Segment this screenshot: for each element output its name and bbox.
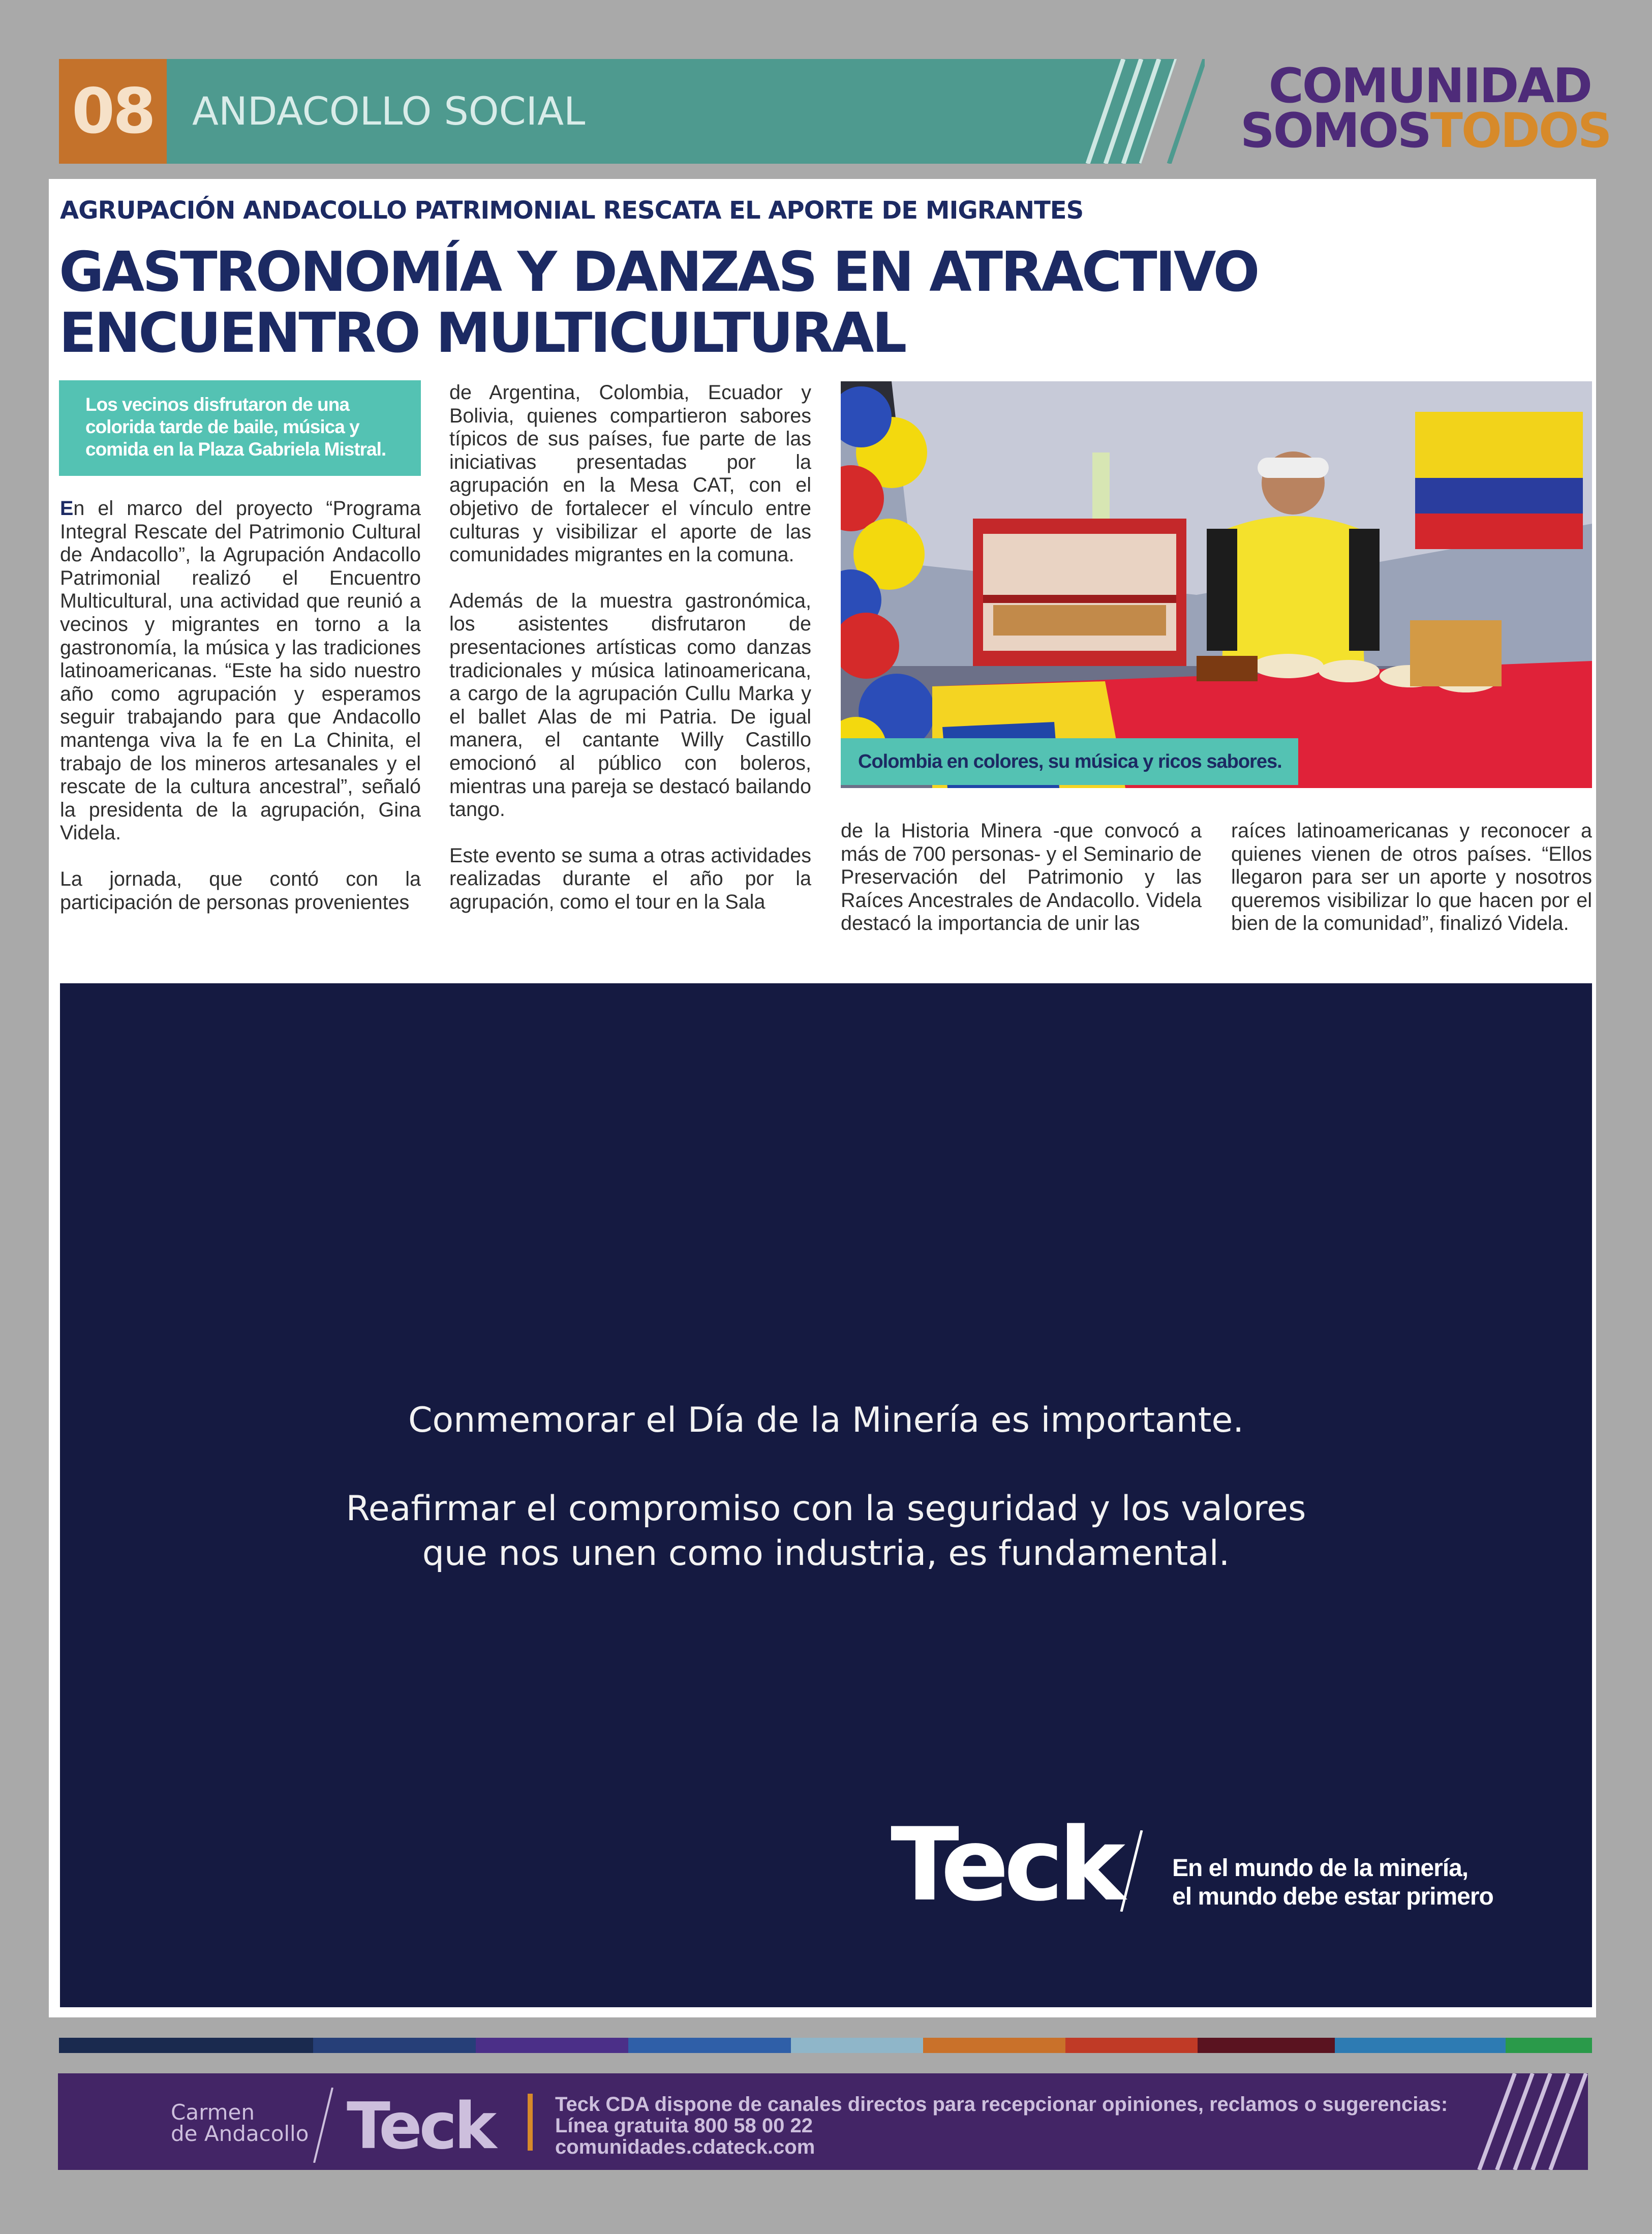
paragraph: de la Historia Minera -que convocó a más de 700 personas- y el Seminario de Preservación del Patrimonio y las Raíces Ancestrales de Andacollo. Videla destacó la importancia de unir las <box>841 820 1202 935</box>
color-stripe-bar <box>59 2038 1592 2053</box>
footer-teck-logo: Teck <box>347 2089 494 2163</box>
footer-place-line-1: Carmen <box>171 2100 255 2125</box>
ad-text-line-1: Conmemorar el Día de la Minería es importante. <box>408 1400 1244 1440</box>
footer-stripes-decoration <box>1474 2073 1591 2170</box>
colombia-flag <box>1415 412 1583 549</box>
footer-info-line-1: Teck CDA dispone de canales directos para recepcionar opiniones, reclamos o sugerencias: <box>555 2093 1448 2116</box>
paragraph: de Argentina, Colombia, Ecuador y Bolivia, quienes compartieron sabores típicos de sus países, fue parte de las iniciativas presentadas por la agrupación en la Mesa CAT, con el objetivo de fortalecer el vínculo entre culturas y visibilizar el aporte de las comunidades migrantes en la comuna. <box>449 381 811 566</box>
footer-place-line-2: de Andacollo <box>171 2121 309 2146</box>
paragraph: La jornada, que contó con la participación de personas provenientes <box>60 867 421 914</box>
ad-tagline-1: En el mundo de la minería, <box>1172 1855 1469 1882</box>
article-column-1 <box>60 497 421 914</box>
ad-text-line-2: Reafirmar el compromiso con la seguridad y los valores <box>346 1489 1306 1529</box>
brand-line-1: COMUNIDAD <box>1268 58 1591 114</box>
footer-place <box>171 2102 309 2145</box>
ad-slash-divider <box>1116 1830 1147 1912</box>
photo-caption: Colombia en colores, su música y ricos sabores. <box>841 738 1298 785</box>
brand-line-2 <box>1240 103 1611 159</box>
ad-text-line-3: que nos unen como industria, es fundamental. <box>422 1533 1230 1574</box>
drop-cap: E <box>60 497 74 520</box>
ad-teck-logo: Teck <box>891 1806 1121 1923</box>
brand-word-todos: TODOS <box>1430 103 1611 159</box>
lead-box: Los vecinos disfrutaron de una colorida tarde de baile, música y comida en la Plaza Gabriela Mistral. <box>59 380 421 476</box>
paragraph: Este evento se suma a otras actividades realizadas durante el año por la agrupación, como el tour en la Sala <box>449 844 811 913</box>
paragraph <box>60 497 421 845</box>
ad-tagline-2: el mundo debe estar primero <box>1172 1883 1493 1910</box>
article-column-2 <box>449 381 811 914</box>
headline-line-2: ENCUENTRO MULTICULTURAL <box>59 301 905 365</box>
headline-line-1: GASTRONOMÍA Y DANZAS EN ATRACTIVO <box>59 240 1258 304</box>
food-display-case <box>973 519 1186 666</box>
paragraph-text: n el marco del proyecto “Programa Integral Rescate del Patrimonio Cultural de Andacollo”, la Agrupación Andacollo Patrimonial realizó el Encuentro Multicultural, una actividad que reunió a vecinos y migrantes en torno a la gastronomía, la música y las tradiciones latinoamericanas. “Este ha sido nuestro año como agrupación y esperamos seguir trabajando para que Andacollo mantenga viva la fe en La Chinita, el trabajo de los mineros artesanales y el rescate de la cultura ancestral”, señaló la presidenta de la agrupación, Gina Videla. <box>60 497 421 844</box>
article-photo <box>841 381 1592 788</box>
footer-slash-divider <box>308 2088 339 2163</box>
footer-website-link[interactable]: comunidades.cdateck.com <box>555 2136 815 2158</box>
section-title: ANDACOLLO SOCIAL <box>192 88 586 134</box>
header-stripes-decoration <box>1067 59 1205 164</box>
paragraph: Además de la muestra gastronómica, los asistentes disfrutaron de presentaciones artísticas como danzas tradicionales y música latinoamericana, a cargo de la agrupación Cullu Marka y el ballet Alas de mi Patria. De igual manera, el cantante Willy Castillo emocionó al público con boleros, mientras una pareja se destacó bailando tango. <box>449 589 811 821</box>
footer-phone: Línea gratuita 800 58 00 22 <box>555 2115 813 2137</box>
article-headline <box>59 242 1381 364</box>
article-kicker: AGRUPACIÓN ANDACOLLO PATRIMONIAL RESCATA EL APORTE DE MIGRANTES <box>60 196 1084 225</box>
paragraph: raíces latinoamericanas y reconocer a quienes vienen de otros países. “Ellos llegaron para ser un aporte y nosotros queremos visibilizar lo que hacen por el bien de la comunidad”, finalizó Videla. <box>1231 820 1592 935</box>
article-column-3 <box>841 820 1202 935</box>
brand-word-somos: SOMOS <box>1240 103 1430 159</box>
article-column-4 <box>1231 820 1592 935</box>
page-number: 08 <box>59 59 167 164</box>
footer-orange-divider <box>528 2094 533 2151</box>
